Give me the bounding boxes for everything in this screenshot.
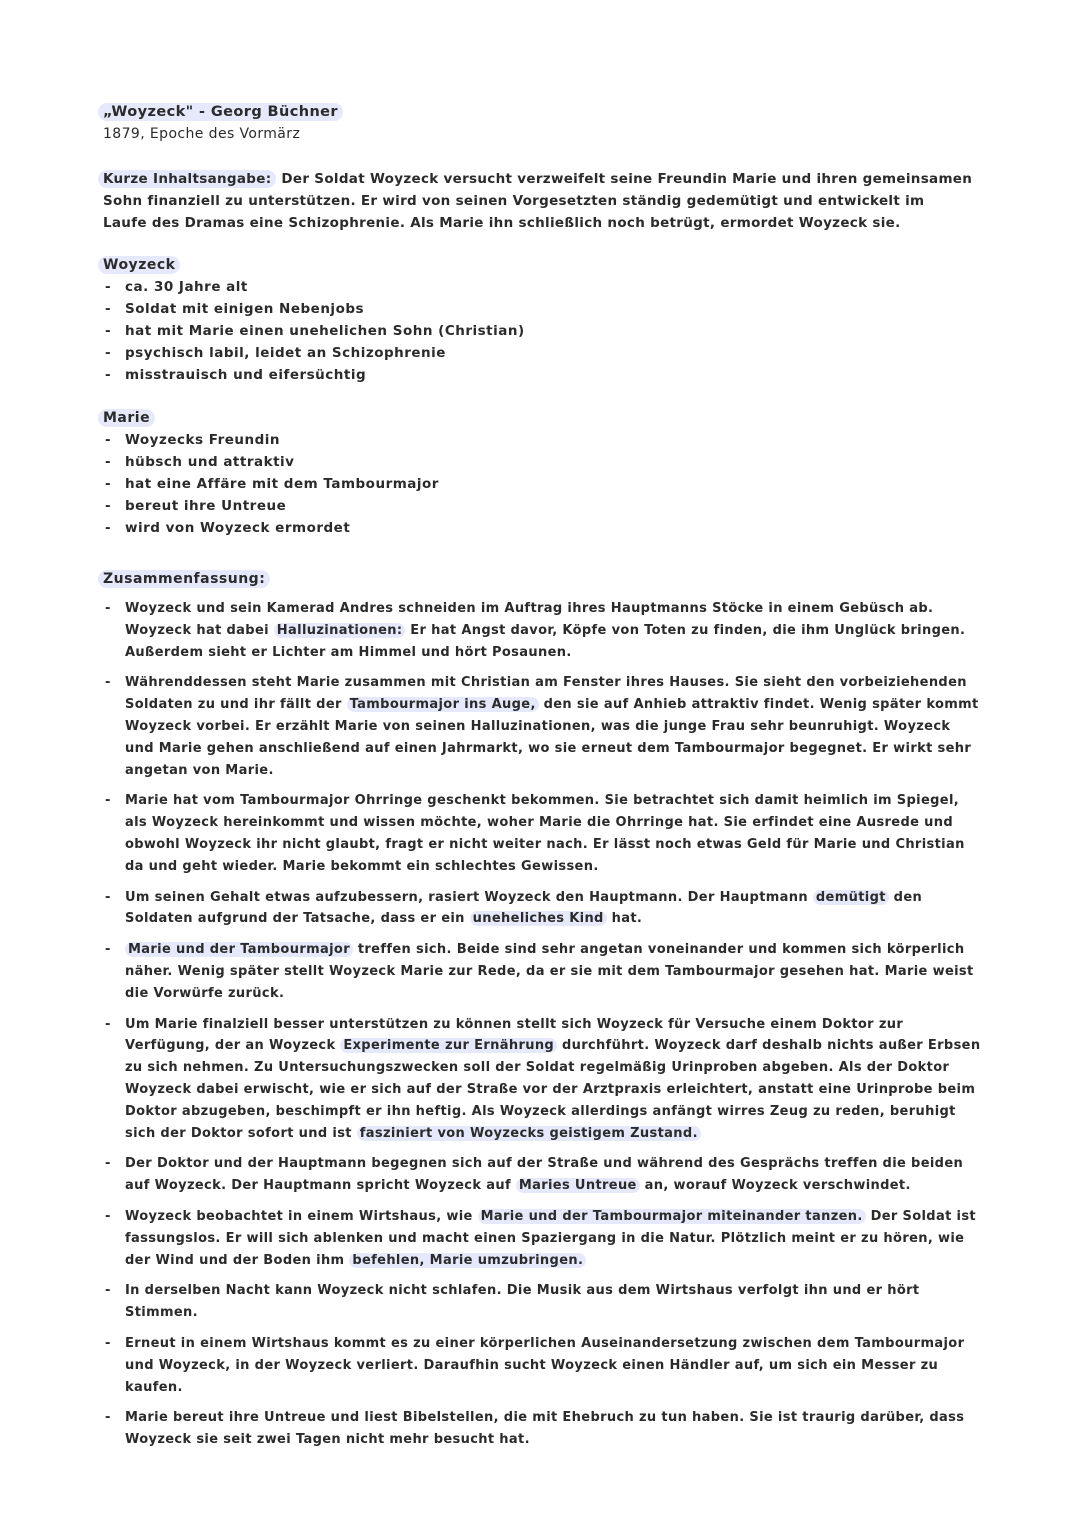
plot-text: Woyzeck beobachtet in einem Wirtshaus, wie xyxy=(125,1208,478,1224)
plot-text: den sie auf Anhieb attraktiv findet. Wenig später kommt Woyzeck vorbei. Er erzählt Marie von seinen Halluzinationen, was die junge Frau sehr beunruhigt. Woyzeck und Marie gehen anschließend auf einen Jahrmarkt, wo sie erneut dem Tambourmajor begegnet. Er wirkt sehr angetan von Marie. xyxy=(125,697,979,778)
plot-point xyxy=(103,939,983,1004)
plot-point xyxy=(103,887,983,931)
highlighted-phrase: demütigt xyxy=(813,890,889,905)
marie-heading-text: Marie xyxy=(98,409,155,427)
list-item: - ca. 30 Jahre alt xyxy=(103,276,525,298)
plot-summary-heading-text: Zusammenfassung: xyxy=(98,570,270,588)
plot-point xyxy=(103,1407,983,1451)
plot-text: Marie hat vom Tambourmajor Ohrringe geschenkt bekommen. Sie betrachtet sich damit heimlich im Spiegel, als Woyzeck hereinkommt und wissen möchte, woher Marie die Ohrringe hat. Sie erfindet eine Ausrede und obwohl Woyzeck ihr nicht glaubt, fragt er nicht weiter nach. Er lässt noch etwas Geld für Marie und Christian da und geht wieder. Marie bekommt ein schlechtes Gewissen. xyxy=(125,793,965,874)
list-item: - wird von Woyzeck ermordet xyxy=(103,517,439,539)
list-item: - hat eine Affäre mit dem Tambourmajor xyxy=(103,473,439,495)
highlighted-phrase: uneheliches Kind xyxy=(470,911,607,926)
title-text: „Woyzeck" - Georg Büchner xyxy=(98,103,343,121)
plot-text: den Soldaten aufgrund der Tatsache, dass er ein xyxy=(125,889,923,927)
plot-text: treffen sich. Beide sind sehr angetan voneinander und kommen sich körperlich näher. Wenig später stellt Woyzeck Marie zur Rede, da er sie mit dem Tambourmajor gesehen hat. Marie weist die Vorwürfe zurück. xyxy=(125,942,974,1001)
list-item: - hat mit Marie einen unehelichen Sohn (Christian) xyxy=(103,320,525,342)
woyzeck-section xyxy=(103,254,525,386)
highlighted-phrase: Marie und der Tambourmajor miteinander tanzen. xyxy=(478,1209,866,1224)
highlighted-phrase: Maries Untreue xyxy=(516,1178,640,1193)
plot-point xyxy=(103,1153,983,1197)
document-subtitle: 1879, Epoche des Vormärz xyxy=(103,126,301,142)
plot-text: Erneut in einem Wirtshaus kommt es zu einer körperlichen Auseinandersetzung zwischen dem Tambourmajor und Woyzeck, in der Woyzeck verliert. Daraufhin sucht Woyzeck einen Händler auf, um sich ein Messer zu kaufen. xyxy=(125,1335,965,1395)
plot-point xyxy=(103,1014,983,1145)
plot-point xyxy=(103,1206,983,1271)
highlighted-phrase: Halluzinationen: xyxy=(274,623,406,638)
list-item: - bereut ihre Untreue xyxy=(103,495,439,517)
title-block xyxy=(103,101,343,145)
plot-point xyxy=(103,598,983,663)
plot-summary-section xyxy=(103,568,983,1460)
plot-text: Um seinen Gehalt etwas aufzubessern, rasiert Woyzeck den Hauptmann. Der Hauptmann xyxy=(125,889,813,905)
highlighted-phrase: Tambourmajor ins Auge, xyxy=(347,697,539,712)
plot-text: durchführt. Woyzeck darf deshalb nichts außer Erbsen zu sich nehmen. Zu Untersuchungszwecken soll der Soldat regelmäßig Urinproben abgeben. Als der Doktor Woyzeck dabei erwischt, wie er sich auf der Straße vor der Arztpraxis erleichtert, anstatt eine Urinprobe beim Doktor abzugeben, beschimpft er ihn heftig. Als Woyzeck allerdings anfängt wirres Zeug zu reden, beruhigt sich der Doktor sofort und ist xyxy=(125,1038,981,1141)
plot-text: an, worauf Woyzeck verschwindet. xyxy=(639,1178,911,1194)
woyzeck-heading xyxy=(103,254,525,276)
list-item: - psychisch labil, leidet an Schizophrenie xyxy=(103,342,525,364)
plot-text: Währenddessen steht Marie zusammen mit Christian am Fenster ihres Hauses. Sie sieht den vorbeiziehenden Soldaten zu und ihr fällt der xyxy=(125,675,967,713)
highlighted-phrase: befehlen, Marie umzubringen. xyxy=(349,1253,586,1268)
marie-section xyxy=(103,407,439,539)
woyzeck-traits-list xyxy=(103,276,525,386)
plot-summary-list xyxy=(103,598,983,1451)
list-item: - Woyzecks Freundin xyxy=(103,429,439,451)
summary-label: Kurze Inhaltsangabe: xyxy=(98,170,276,188)
highlighted-phrase: Marie und der Tambourmajor xyxy=(125,942,353,957)
plot-text: Der Doktor und der Hauptmann begegnen sich auf der Straße und während des Gesprächs treffen die beiden auf Woyzeck. Der Hauptmann spricht Woyzeck auf xyxy=(125,1156,964,1194)
plot-point xyxy=(103,672,983,781)
plot-text: In derselben Nacht kann Woyzeck nicht schlafen. Die Musik aus dem Wirtshaus verfolgt ihn und er hört Stimmen. xyxy=(125,1283,920,1321)
marie-heading xyxy=(103,407,439,429)
plot-text: Er hat Angst davor, Köpfe von Toten zu finden, die ihm Unglück bringen. Außerdem sieht er Lichter am Himmel und hört Posaunen. xyxy=(125,622,966,660)
plot-summary-heading xyxy=(103,568,983,590)
highlighted-phrase: fasziniert von Woyzecks geistigem Zustand. xyxy=(357,1126,701,1141)
plot-text: hat. xyxy=(606,911,643,927)
list-item: - hübsch und attraktiv xyxy=(103,451,439,473)
list-item: - misstrauisch und eifersüchtig xyxy=(103,364,525,386)
plot-point xyxy=(103,790,983,877)
list-item: - Soldat mit einigen Nebenjobs xyxy=(103,298,525,320)
marie-traits-list xyxy=(103,429,439,539)
highlighted-phrase: Experimente zur Ernährung xyxy=(340,1038,557,1053)
document-title xyxy=(103,101,343,123)
plot-text: Der Soldat ist fassungslos. Er will sich ablenken und macht einen Spaziergang in die Natur. Plötzlich meint er zu hören, wie der Wind und der Boden ihm xyxy=(125,1208,976,1268)
summary-text: Der Soldat Woyzeck versucht verzweifelt seine Freundin Marie und ihren gemeinsamen Sohn finanziell zu unterstützen. Er wird von seinen Vorgesetzten ständig gedemütigt und entwickelt im Laufe des Dramas eine Schizophrenie. Als Marie ihn schließlich noch betrügt, ermordet Woyzeck sie. xyxy=(103,171,973,231)
plot-text: Woyzeck und sein Kamerad Andres schneiden im Auftrag ihres Hauptmanns Stöcke in einem Gebüsch ab. Woyzeck hat dabei xyxy=(125,601,934,638)
short-summary xyxy=(103,168,973,234)
plot-point xyxy=(103,1333,983,1398)
plot-point xyxy=(103,1280,983,1324)
woyzeck-heading-text: Woyzeck xyxy=(98,256,180,274)
plot-text: Um Marie finalziell besser unterstützen zu können stellt sich Woyzeck für Versuche einem Doktor zur Verfügung, der an Woyzeck xyxy=(125,1016,904,1054)
plot-text: Marie bereut ihre Untreue und liest Bibelstellen, die mit Ehebruch zu tun haben. Sie ist traurig darüber, dass Woyzeck sie seit zwei Tagen nicht mehr besucht hat. xyxy=(125,1410,965,1448)
